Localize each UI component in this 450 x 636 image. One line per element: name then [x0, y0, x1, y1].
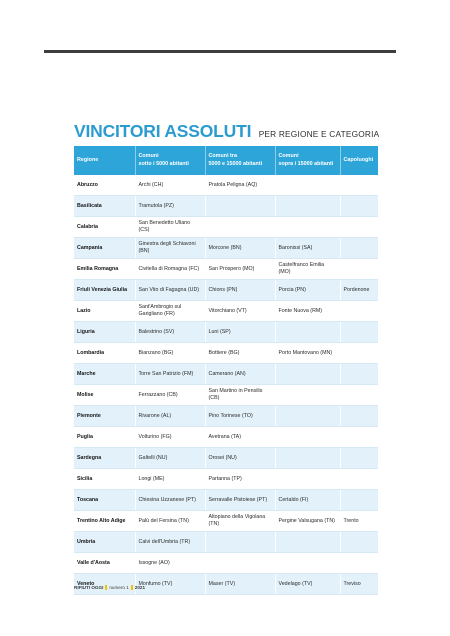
cell-region: Campania: [74, 238, 135, 259]
cell-region: Marche: [74, 364, 135, 385]
cell-medium-municipality: Orosei (NU): [205, 448, 275, 469]
cell-medium-municipality: Bottiere (BG): [205, 343, 275, 364]
header-small-municipalities: Comuni sotto i 5000 abitanti: [135, 146, 205, 175]
cell-small-municipality: Rivarone (AL): [135, 406, 205, 427]
cell-region: Lombardia: [74, 343, 135, 364]
cell-capital: [340, 553, 378, 574]
table-row: [74, 364, 378, 385]
cell-large-municipality: [275, 196, 340, 217]
footer-year: 2021: [134, 585, 146, 590]
cell-capital: [340, 448, 378, 469]
cell-small-municipality: Calvi dell'Umbria (TR): [135, 532, 205, 553]
cell-large-municipality: [275, 532, 340, 553]
cell-region: Valle d'Aosta: [74, 553, 135, 574]
cell-large-municipality: Porto Mantovano (MN): [275, 343, 340, 364]
cell-small-municipality: Ginestra degli Schiavoni (BN): [135, 238, 205, 259]
cell-region: Calabria: [74, 217, 135, 238]
cell-small-municipality: Civitella di Romagna (FC): [135, 259, 205, 280]
header-region: Regione: [74, 146, 135, 175]
cell-large-municipality: [275, 175, 340, 196]
cell-small-municipality: Archi (CH): [135, 175, 205, 196]
cell-capital: [340, 406, 378, 427]
cell-large-municipality: [275, 553, 340, 574]
cell-small-municipality: Galtelli (NU): [135, 448, 205, 469]
cell-medium-municipality: [205, 532, 275, 553]
cell-small-municipality: San Benedetto Ullano (CS): [135, 217, 205, 238]
table-row: [74, 175, 378, 196]
cell-small-municipality: Balestrino (SV): [135, 322, 205, 343]
cell-capital: Pordenone: [340, 280, 378, 301]
title-main: VINCITORI ASSOLUTI: [74, 121, 252, 141]
cell-region: Toscana: [74, 490, 135, 511]
cell-region: Molise: [74, 385, 135, 406]
cell-capital: [340, 238, 378, 259]
cell-medium-municipality: Morcone (BN): [205, 238, 275, 259]
footer-issue: numero 1: [109, 585, 129, 590]
cell-medium-municipality: San Martino in Pensilis (CB): [205, 385, 275, 406]
footer-separator: [105, 585, 107, 590]
cell-small-municipality: Issogne (AO): [135, 553, 205, 574]
cell-capital: Trento: [340, 511, 378, 532]
cell-small-municipality: Monfumo (TV): [135, 574, 205, 595]
cell-medium-municipality: Camerano (AN): [205, 364, 275, 385]
cell-capital: [340, 217, 378, 238]
cell-medium-municipality: Pino Torinese (TO): [205, 406, 275, 427]
header-large-municipalities: Comuni sopra i 15000 abitanti: [275, 146, 340, 175]
cell-medium-municipality: [205, 196, 275, 217]
cell-medium-municipality: Partanna (TP): [205, 469, 275, 490]
cell-small-municipality: Torre San Patrizio (FM): [135, 364, 205, 385]
cell-medium-municipality: Altopiano della Vigolana (TN): [205, 511, 275, 532]
cell-small-municipality: Longi (ME): [135, 469, 205, 490]
cell-medium-municipality: [205, 217, 275, 238]
cell-large-municipality: Fonte Nuova (RM): [275, 301, 340, 322]
cell-small-municipality: Tramutola (PZ): [135, 196, 205, 217]
cell-capital: [340, 175, 378, 196]
cell-medium-municipality: Luni (SP): [205, 322, 275, 343]
cell-capital: [340, 259, 378, 280]
cell-capital: [340, 427, 378, 448]
cell-small-municipality: Sant'Ambrogio sul Garigliano (FR): [135, 301, 205, 322]
header-medium-municipalities: Comuni tra 5000 e 15000 abitanti: [205, 146, 275, 175]
cell-region: Veneto: [74, 574, 135, 595]
table-row: [74, 427, 378, 448]
cell-large-municipality: [275, 448, 340, 469]
table-row: [74, 196, 378, 217]
table-row: [74, 385, 378, 406]
table-row: [74, 259, 378, 280]
cell-region: Liguria: [74, 322, 135, 343]
table-row: [74, 217, 378, 238]
cell-medium-municipality: Avetrana (TA): [205, 427, 275, 448]
cell-region: Basilicata: [74, 196, 135, 217]
page-title: [74, 121, 379, 142]
cell-large-municipality: [275, 385, 340, 406]
cell-capital: [340, 322, 378, 343]
cell-region: Puglia: [74, 427, 135, 448]
cell-medium-municipality: Maser (TV): [205, 574, 275, 595]
cell-region: Emilia Romagna: [74, 259, 135, 280]
cell-capital: [340, 532, 378, 553]
cell-large-municipality: Castelfranco Emilia (MO): [275, 259, 340, 280]
cell-medium-municipality: Vitorchiano (VT): [205, 301, 275, 322]
cell-large-municipality: Porcia (PN): [275, 280, 340, 301]
winners-table: [74, 146, 378, 595]
cell-region: Umbria: [74, 532, 135, 553]
cell-large-municipality: [275, 406, 340, 427]
table-header: [74, 146, 378, 175]
table-row: [74, 301, 378, 322]
cell-region: Abruzzo: [74, 175, 135, 196]
cell-large-municipality: Vedelago (TV): [275, 574, 340, 595]
cell-region: Friuli Venezia Giulia: [74, 280, 135, 301]
cell-medium-municipality: San Prospero (MO): [205, 259, 275, 280]
cell-capital: [340, 301, 378, 322]
table-row: [74, 490, 378, 511]
cell-capital: [340, 469, 378, 490]
cell-capital: [340, 385, 378, 406]
table-row: [74, 343, 378, 364]
cell-small-municipality: Palù del Fersina (TN): [135, 511, 205, 532]
cell-small-municipality: Ferrazzano (CB): [135, 385, 205, 406]
table-row: [74, 469, 378, 490]
cell-large-municipality: [275, 322, 340, 343]
top-rule: [44, 50, 396, 53]
cell-small-municipality: San Vito di Fagagna (UD): [135, 280, 205, 301]
cell-medium-municipality: [205, 553, 275, 574]
cell-medium-municipality: Chions (PN): [205, 280, 275, 301]
cell-small-municipality: Volturino (FG): [135, 427, 205, 448]
cell-region: Sardegna: [74, 448, 135, 469]
table-row: [74, 448, 378, 469]
cell-large-municipality: Baronissi (SA): [275, 238, 340, 259]
title-subtitle: PER REGIONE E CATEGORIA: [258, 129, 380, 139]
cell-large-municipality: [275, 427, 340, 448]
table-row: [74, 511, 378, 532]
cell-capital: [340, 364, 378, 385]
cell-small-municipality: Bianzano (BG): [135, 343, 205, 364]
cell-large-municipality: [275, 469, 340, 490]
cell-large-municipality: Pergine Valsugana (TN): [275, 511, 340, 532]
cell-capital: [340, 196, 378, 217]
cell-region: Sicilia: [74, 469, 135, 490]
table-body: [74, 175, 378, 595]
cell-region: Piemonte: [74, 406, 135, 427]
cell-large-municipality: Certaldo (FI): [275, 490, 340, 511]
cell-capital: [340, 490, 378, 511]
table-row: [74, 553, 378, 574]
cell-capital: [340, 343, 378, 364]
cell-small-municipality: Chiesina Uzzanese (PT): [135, 490, 205, 511]
cell-large-municipality: [275, 364, 340, 385]
page-footer: [74, 585, 145, 590]
footer-publication: RIFIUTI OGGI: [74, 585, 104, 590]
table-row: [74, 574, 378, 595]
table-row: [74, 322, 378, 343]
cell-region: Lazio: [74, 301, 135, 322]
cell-medium-municipality: Pratola Peligna (AQ): [205, 175, 275, 196]
cell-region: Trentino Alto Adige: [74, 511, 135, 532]
cell-large-municipality: [275, 217, 340, 238]
footer-separator: [131, 585, 133, 590]
cell-capital: Treviso: [340, 574, 378, 595]
table-row: [74, 280, 378, 301]
table-row: [74, 238, 378, 259]
cell-medium-municipality: Serravalle Pistoiese (PT): [205, 490, 275, 511]
table-row: [74, 532, 378, 553]
header-capitals: Capoluoghi: [340, 146, 378, 175]
table-row: [74, 406, 378, 427]
